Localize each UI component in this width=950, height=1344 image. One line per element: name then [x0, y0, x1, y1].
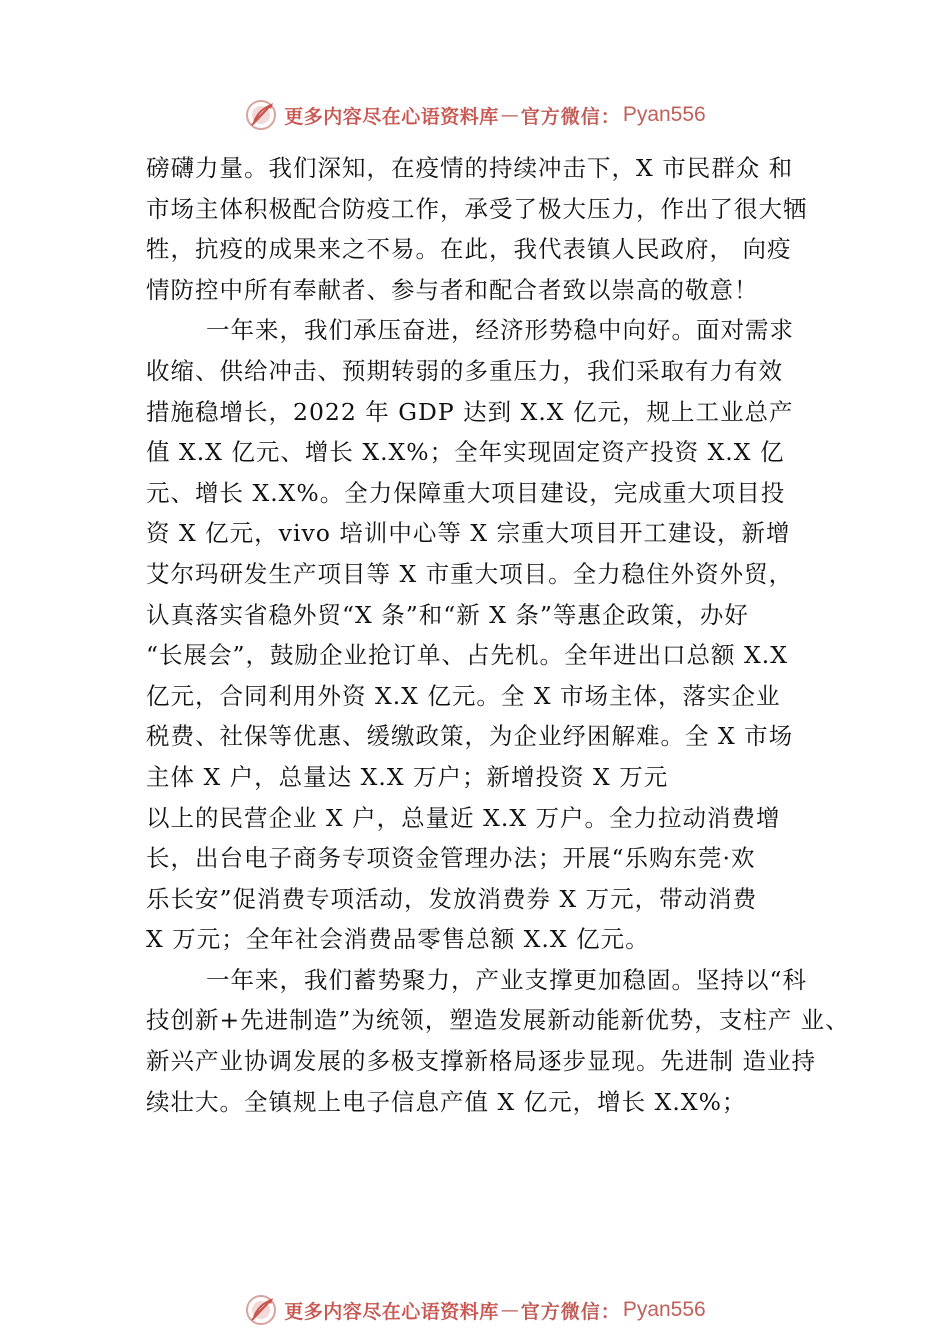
body-line: 认真落实省稳外贸“X 条”和“新 X 条”等惠企政策，办好	[146, 600, 749, 629]
body-line: 乐长安”促消费专项活动，发放消费券 X 万元，带动消费	[146, 884, 758, 913]
body-line: 收缩、供给冲击、预期转弱的多重压力，我们采取有力有效	[146, 356, 783, 385]
footer-banner	[0, 1290, 950, 1330]
body-line: X 万元；全年社会消费品零售总额 X.X 亿元。	[146, 925, 650, 954]
body-line: 技创新+先进制造”为统领，塑造发展新动能新优势，支柱产 业、	[146, 1006, 850, 1035]
paragraph-start-line: 一年来，我们承压奋进，经济形势稳中向好。面对需求	[206, 316, 794, 345]
feather-quill-icon	[244, 98, 278, 132]
body-line: 艾尔玛研发生产项目等 X 市重大项目。全力稳住外资外贸，	[146, 559, 794, 588]
banner-brand-text: 更多内容尽在心语资料库	[284, 105, 499, 128]
body-line: “长展会”，鼓励企业抢订单、占先机。全年进出口总额 X.X	[146, 641, 788, 670]
header-banner	[0, 95, 950, 135]
body-line: 元、增长 X.X%。全力保障重大项目建设，完成重大项目投	[146, 478, 786, 507]
body-line: 长，出台电子商务专项资金管理办法；开展“乐购东莞·欢	[146, 844, 756, 873]
feather-quill-icon	[244, 1293, 278, 1327]
body-line: 值 X.X 亿元、增长 X.X%；全年实现固定资产投资 X.X 亿	[146, 438, 785, 467]
body-line: 主体 X 户，总量达 X.X 万户；新增投资 X 万元	[146, 762, 669, 791]
body-line: 资 X 亿元，vivo 培训中心等 X 宗重大项目开工建设，新增	[146, 519, 791, 548]
body-line: 亿元，合同利用外资 X.X 亿元。全 X 市场主体，落实企业	[146, 681, 781, 710]
banner-wechat-label: 官方微信：	[520, 1300, 621, 1323]
body-line: 磅礴力量。我们深知，在疫情的持续冲击下，X 市民群众 和	[146, 154, 794, 182]
banner-account: Pyan556	[622, 1298, 706, 1321]
document-body	[146, 148, 850, 1122]
body-line: 牲，抗疫的成果来之不易。在此，我代表镇人民政府， 向疫	[146, 235, 792, 264]
paragraph-start-line: 一年来，我们蓄势聚力，产业支撑更加稳固。坚持以“科	[206, 965, 808, 994]
banner-wechat-label: 官方微信：	[520, 105, 621, 128]
banner-account: Pyan556	[622, 103, 706, 126]
body-line: 税费、社保等优惠、缓缴政策，为企业纾困解难。全 X 市场	[146, 722, 794, 751]
body-line: 以上的民营企业 X 户，总量近 X.X 万户。全力拉动消费增	[146, 803, 781, 832]
banner-dash: —	[500, 104, 519, 126]
body-line: 新兴产业协调发展的多极支撑新格局逐步显现。先进制 造业持	[146, 1047, 816, 1076]
banner-dash: —	[500, 1299, 519, 1321]
body-line: 市场主体积极配合防疫工作，承受了极大压力，作出了很大牺	[146, 194, 808, 223]
body-line: 措施稳增长，2022 年 GDP 达到 X.X 亿元，规上工业总产	[146, 397, 794, 426]
banner-brand-text: 更多内容尽在心语资料库	[284, 1300, 499, 1323]
body-line: 续壮大。全镇规上电子信息产值 X 亿元，增长 X.X%；	[146, 1087, 747, 1116]
body-line: 情防控中所有奉献者、参与者和配合者致以崇高的敬意！	[146, 275, 759, 304]
